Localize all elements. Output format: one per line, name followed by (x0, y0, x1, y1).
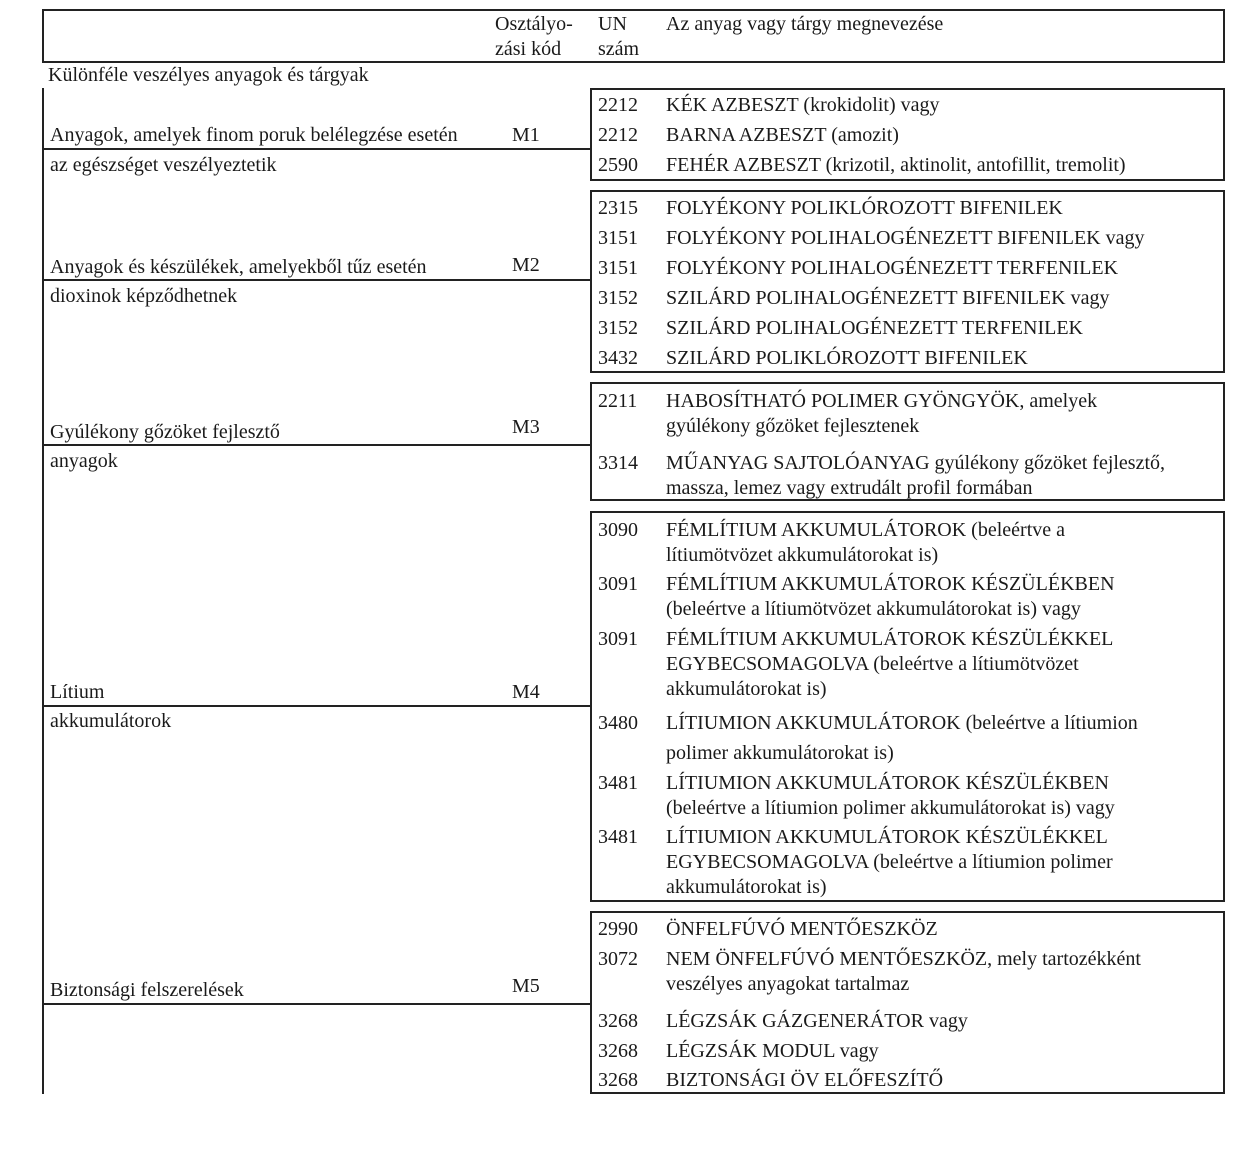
un-number: 3151 (598, 227, 638, 249)
un-number: 2315 (598, 197, 638, 219)
group-m4-description-line1: Lítium (50, 681, 105, 703)
group-m3-description-line1: Gyúlékony gőzöket fejlesztő (50, 421, 280, 443)
group-m3-divider (42, 444, 591, 446)
un-number: 3268 (598, 1069, 638, 1091)
group-m1-code: M1 (512, 124, 540, 146)
group-m4-description-line2: akkumulátorok (50, 710, 172, 732)
un-number: 3091 (598, 573, 638, 595)
item-name: gyúlékony gőzöket fejlesztenek (666, 415, 920, 437)
group-m3-code: M3 (512, 416, 540, 438)
group-m1-description-line2: az egészséget veszélyeztetik (50, 154, 277, 176)
item-name: BARNA AZBESZT (amozit) (666, 124, 899, 146)
group-m5-description-line1: Biztonsági felszerelések (50, 979, 244, 1001)
group-m1-divider (42, 148, 591, 150)
item-name: KÉK AZBESZT (krokidolit) vagy (666, 94, 940, 116)
group-m5-code: M5 (512, 975, 540, 997)
item-name: FÉMLÍTIUM AKKUMULÁTOROK KÉSZÜLÉKBEN (666, 573, 1115, 595)
item-name: MŰANYAG SAJTOLÓANYAG gyúlékony gőzöket fejlesztő, (666, 452, 1166, 474)
group-m2-divider (42, 279, 591, 281)
group-m4-code: M4 (512, 681, 540, 703)
section-title: Különféle veszélyes anyagok és tárgyak (48, 64, 369, 86)
code-column-header-line1: Osztályo- (495, 13, 573, 35)
group-m2-description-line2: dioxinok képződhetnek (50, 285, 238, 307)
item-name: EGYBECSOMAGOLVA (beleértve a lítiumötvözet (666, 653, 1079, 675)
item-name: FOLYÉKONY POLIKLÓROZOTT BIFENILEK (666, 197, 1063, 219)
group-m5-divider (42, 1003, 591, 1005)
item-name: FOLYÉKONY POLIHALOGÉNEZETT TERFENILEK (666, 257, 1119, 279)
item-name: FÉMLÍTIUM AKKUMULÁTOROK (beleértve a (666, 519, 1066, 541)
item-name: ÖNFELFÚVÓ MENTŐESZKÖZ (666, 918, 938, 940)
item-name: lítiumötvözet akkumulátorokat is) (666, 544, 939, 566)
item-name: LÍTIUMION AKKUMULÁTOROK KÉSZÜLÉKKEL (666, 826, 1108, 848)
name-column-header: Az anyag vagy tárgy megnevezése (666, 13, 944, 35)
item-name: LÍTIUMION AKKUMULÁTOROK (beleértve a lítiumion (666, 712, 1138, 734)
item-name: FEHÉR AZBESZT (krizotil, aktinolit, antofillit, tremolit) (666, 154, 1126, 176)
un-number: 3481 (598, 826, 638, 848)
item-name: FOLYÉKONY POLIHALOGÉNEZETT BIFENILEK vagy (666, 227, 1145, 249)
un-number: 2212 (598, 94, 638, 116)
code-column-header-line2: zási kód (495, 38, 562, 60)
un-number: 3480 (598, 712, 638, 734)
item-name: (beleértve a lítiumion polimer akkumulátorokat is) vagy (666, 797, 1115, 819)
item-name: akkumulátorokat is) (666, 876, 827, 898)
item-name: veszélyes anyagokat tartalmaz (666, 973, 910, 995)
group-m2-code: M2 (512, 254, 540, 276)
item-name: LÍTIUMION AKKUMULÁTOROK KÉSZÜLÉKBEN (666, 772, 1109, 794)
un-column-header-line1: UN (598, 13, 627, 35)
un-number: 2212 (598, 124, 638, 146)
group-m1-description-line1: Anyagok, amelyek finom poruk belélegzése esetén (50, 124, 458, 146)
left-border (42, 88, 44, 1094)
un-column-header-line2: szám (598, 38, 640, 60)
group-m2-description-line1: Anyagok és készülékek, amelyekből tűz esetén (50, 256, 427, 278)
item-name: polimer akkumulátorokat is) (666, 742, 894, 764)
un-number: 3268 (598, 1010, 638, 1032)
un-number: 3152 (598, 317, 638, 339)
item-name: FÉMLÍTIUM AKKUMULÁTOROK KÉSZÜLÉKKEL (666, 628, 1114, 650)
group-m4-divider (42, 705, 591, 707)
un-number: 2990 (598, 918, 638, 940)
un-number: 2211 (598, 390, 638, 412)
item-name: NEM ÖNFELFÚVÓ MENTŐESZKÖZ, mely tartozékként (666, 948, 1141, 970)
un-number: 3314 (598, 452, 638, 474)
un-number: 3072 (598, 948, 638, 970)
item-name: SZILÁRD POLIKLÓROZOTT BIFENILEK (666, 347, 1028, 369)
item-name: SZILÁRD POLIHALOGÉNEZETT TERFENILEK (666, 317, 1083, 339)
un-number: 3481 (598, 772, 638, 794)
group-m3-description-line2: anyagok (50, 450, 118, 472)
un-number: 3091 (598, 628, 638, 650)
item-name: EGYBECSOMAGOLVA (beleértve a lítiumion polimer (666, 851, 1113, 873)
item-name: LÉGZSÁK GÁZGENERÁTOR vagy (666, 1010, 968, 1032)
un-number: 3152 (598, 287, 638, 309)
item-name: BIZTONSÁGI ÖV ELŐFESZÍTŐ (666, 1069, 944, 1091)
item-name: SZILÁRD POLIHALOGÉNEZETT BIFENILEK vagy (666, 287, 1110, 309)
item-name: akkumulátorokat is) (666, 678, 827, 700)
un-number: 3432 (598, 347, 638, 369)
un-number: 3151 (598, 257, 638, 279)
item-name: HABOSÍTHATÓ POLIMER GYÖNGYÖK, amelyek (666, 390, 1098, 412)
item-name: (beleértve a lítiumötvözet akkumulátorokat is) vagy (666, 598, 1081, 620)
un-number: 3090 (598, 519, 638, 541)
item-name: LÉGZSÁK MODUL vagy (666, 1040, 879, 1062)
item-name: massza, lemez vagy extrudált profil formában (666, 477, 1033, 499)
un-number: 3268 (598, 1040, 638, 1062)
un-number: 2590 (598, 154, 638, 176)
